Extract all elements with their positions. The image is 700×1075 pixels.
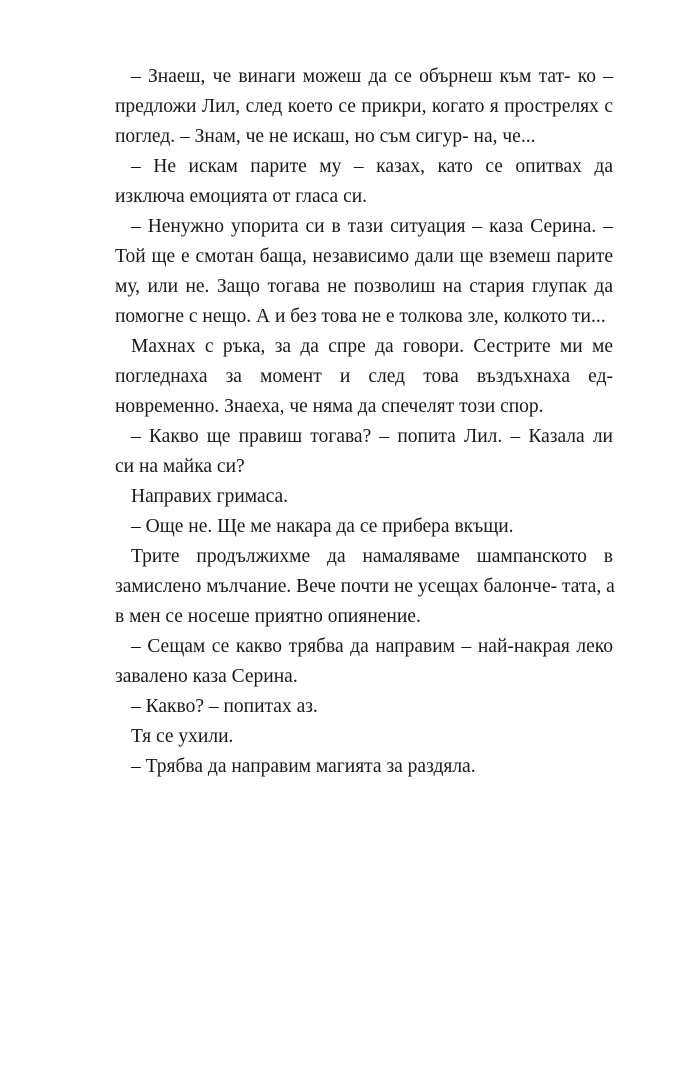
text-line: в мен се носеше приятно опиянение. [115,606,421,627]
text-line: Направих гримаса. [131,486,289,507]
text-line: изключа емоцията от гласа си. [115,186,368,207]
text-line: – Какво? – попитах аз. [131,696,318,717]
paragraph [115,212,613,332]
paragraph [115,632,613,692]
paragraph [115,752,613,782]
paragraph [115,512,613,542]
text-line: Той ще е смотан баща, независимо дали ще вземеш парите [115,246,613,267]
text-line: Махнах с ръка, за да спре да говори. Сестрите ми ме [131,336,613,357]
text-line: – Какво ще правиш тогава? – попита Лил. – Казала ли [131,426,613,447]
paragraph [115,692,613,722]
text-line: – Още не. Ще ме накара да се прибера вкъщи. [131,516,514,537]
text-line: му, или не. Защо тогава не позволиш на стария глупак да [115,276,613,297]
text-line: помогне с нещо. А и без това не е толкова зле, колкото ти... [115,306,606,327]
text-line: си на майка си? [115,456,245,477]
page-body [115,62,613,782]
paragraph [115,332,613,422]
paragraph [115,62,613,152]
text-line: – Знаеш, че винаги можеш да се обърнеш към тат- ко – [131,66,613,87]
text-line: предложи Лил, след което се прикри, когато я прострелях с [115,96,613,117]
text-line: завалено каза Серина. [115,666,298,687]
paragraph [115,722,613,752]
text-line: погледнаха за момент и след това въздъхнаха ед- [115,366,613,387]
text-line: – Сещам се какво трябва да направим – най-накрая леко [131,636,613,657]
text-line: Тя се ухили. [131,726,234,747]
text-line: Трите продължихме да намаляваме шампанското в [131,546,613,567]
paragraph [115,542,613,632]
paragraph [115,482,613,512]
text-line: замислено мълчание. Вече почти не усещах балонче- тата, а [115,576,615,597]
text-line: поглед. – Знам, че не искаш, но съм сигур- на, че... [115,126,536,147]
text-line: – Трябва да направим магията за раздяла. [131,756,476,777]
text-line: – Не искам парите му – казах, като се опитвах да [131,156,613,177]
text-line: новременно. Знаеха, че няма да спечелят този спор. [115,396,544,417]
paragraph [115,152,613,212]
paragraph [115,422,613,482]
text-line: – Ненужно упорита си в тази ситуация – каза Серина. – [131,216,613,237]
